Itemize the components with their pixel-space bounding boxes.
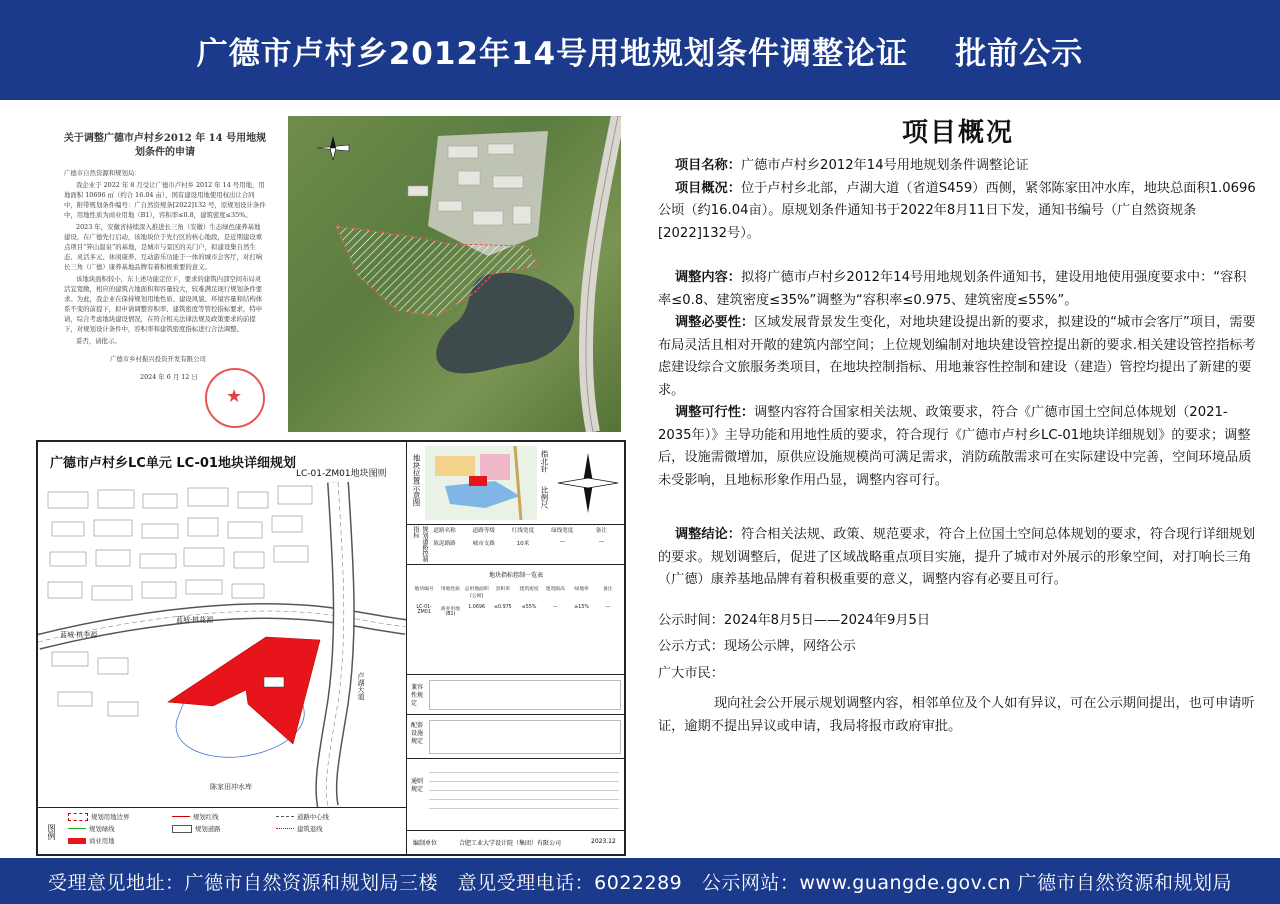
- plan-map: [38, 482, 406, 807]
- compat-label: 兼容性规定: [411, 684, 424, 707]
- compiler-label: 编制单位: [413, 840, 438, 847]
- adjust-necessity: 调整必要性：区域发展背景发生变化，对地块建设提出新的要求，拟建设的“城市会客厅”项目，需要布局灵活且相对开敞的建筑内部空间；上位规划编制对地块建设管控提出新的要求.相关建设管控指标考虑建设综合文旅服务类项目，在地块控制指标、用地兼容性控制和建设（建造）管控均提出了新建的要求。: [658, 315, 1256, 398]
- location-map-drawing: [425, 446, 537, 520]
- land-header: 用地性质: [440, 587, 460, 592]
- compat-block: [407, 674, 625, 715]
- plan-header: [38, 442, 406, 483]
- north-label: 指北针: [540, 450, 549, 473]
- location-map: [425, 446, 537, 520]
- legend-label: 图例: [47, 824, 56, 840]
- legend-item: 规划道路: [172, 824, 262, 833]
- legend-item: 规划用地边界: [68, 812, 158, 821]
- road-header: 备注: [595, 528, 607, 534]
- land-header: 容积率: [495, 587, 511, 592]
- land-header: 建筑密度: [519, 587, 539, 592]
- detailed-plan-drawing: [36, 440, 626, 856]
- notes-label: 通则规定: [411, 778, 424, 793]
- land-header: 总用地面积(公顷): [464, 587, 489, 599]
- letter-addressee: 广德市自然资源和规划局：: [64, 169, 141, 177]
- compiler-block: [407, 830, 625, 854]
- land-cell: —: [605, 605, 611, 610]
- project-summary: 项目概况：位于卢村乡北部，卢湖大道（省道S459）西侧，紧邻陈家田冲水库，地块总面积1.0696公顷（约16.04亩）。原规划条件通知书于2022年8月11日下发，通知书编号（广自然资规条[2022]132号）。: [658, 180, 1256, 241]
- land-cell: ≤55%: [521, 605, 537, 610]
- plan-legend: [38, 807, 406, 855]
- legend-item: 规划绿线: [68, 824, 158, 833]
- facility-label: 配套设施规定: [411, 722, 424, 745]
- publicity-time: 公示时间：2024年8月5日——2024年9月5日: [658, 612, 931, 628]
- road-table: [407, 524, 625, 565]
- road-header: 红线宽度: [511, 528, 535, 534]
- letter-paragraph: 妥否，请批示。: [76, 337, 121, 345]
- land-cell: ≥15%: [574, 605, 589, 610]
- map-label: 蓝城·桃李源: [60, 631, 98, 639]
- legend-item: 规划红线: [172, 812, 262, 821]
- greeting: 广大市民：: [658, 665, 724, 681]
- closing-statement: 现向社会公开展示规划调整内容，相邻单位及个人如有异议，可在公示期间提出，也可申请听证，逾期不提出异议或申请，我局将报市政府审批。: [658, 696, 1255, 734]
- legend-item: 商业用地: [68, 836, 158, 845]
- application-letter: [50, 118, 280, 418]
- notes-block: [407, 758, 625, 831]
- legend-item: 建筑退线: [276, 824, 366, 833]
- location-block: [407, 442, 625, 525]
- aerial-photo-drawing: [288, 116, 621, 432]
- location-label: 地块位置示意图: [412, 454, 421, 507]
- road-cell: 陈泥路路: [433, 541, 456, 547]
- map-label: 蓝城·桃花源: [176, 616, 214, 624]
- adjust-content: 调整内容：拟将广德市卢村乡2012年14号用地规划条件通知书，建设用地使用强度要求中：“容积率≤0.8、建筑密度≤35%”调整为“容积率≤0.975、建筑密度≤55%”。: [658, 270, 1247, 308]
- land-index-table: [407, 564, 625, 675]
- plan-title: 广德市卢村乡LC单元 LC-01地块详细规划: [50, 456, 296, 471]
- land-header: 绿地率: [574, 587, 589, 592]
- road-section-label: 规划道路控制指标: [412, 526, 428, 562]
- land-cell: ≤0.975: [493, 605, 512, 610]
- road-cell: —: [559, 539, 565, 545]
- letter-body: [64, 168, 266, 346]
- legend-item: 道路中心线: [276, 812, 366, 821]
- project-overview: [658, 112, 1258, 738]
- red-seal-stamp: [205, 368, 265, 428]
- land-header: 地块编号: [414, 587, 434, 592]
- land-header: 备注: [603, 587, 613, 592]
- letter-title: 关于调整广德市卢村乡2012 年 14 号用地规划条件的申请: [63, 133, 267, 158]
- plan-subtitle: LC-01-ZM01地块图则: [296, 469, 387, 479]
- project-name: 项目名称：广德市卢村乡2012年14号用地规划条件调整论证: [675, 158, 1029, 173]
- road-cell: 城市支路: [472, 541, 495, 547]
- header-banner: [0, 0, 1280, 100]
- overview-title: 项目概况: [901, 118, 1014, 148]
- aerial-photo: [288, 116, 621, 432]
- letter-date: 2024 年 6 月 12 日: [140, 373, 198, 381]
- land-cell: 1.0696: [468, 605, 486, 610]
- plan-map-drawing: [38, 482, 406, 807]
- footer-contact: 受理意见地址：广德市自然资源和规划局三楼 意见受理电话：6022289 公示网站：www.guangde.gov.cn 广德市自然资源和规划局: [48, 871, 1232, 894]
- publicity-method: 公示方式：现场公示牌，网络公示: [658, 639, 856, 654]
- footer-banner: [0, 858, 1280, 904]
- land-section-label: 地块指标控制一览表: [488, 572, 543, 579]
- letter-signature: 广德市乡村振兴投资开发有限公司: [110, 355, 206, 363]
- land-header: 建筑限高: [545, 587, 565, 592]
- road-header: 道路等级: [472, 528, 495, 534]
- land-cell: 商业用地(B1): [440, 607, 460, 617]
- land-cell: LC-01-ZM01: [416, 605, 432, 615]
- road-header: 道路名称: [433, 528, 456, 534]
- letter-paragraph: 我企业于 2022 年 8 月受让广德市卢村乡 2012 年 14 号用地，用地面积 10696 ㎡（约合 16.04 亩），国有建设用地使用权出让合同中，附带规划条件编号：广自然资规条[2022]132 号，原规划设计条件中，用地性质为商业用地（B1），容积率≤0.8，建筑密度≤35%。: [64, 181, 266, 219]
- map-label: 卢湖大道: [357, 672, 365, 700]
- road-cell: —: [598, 539, 605, 545]
- letter-paragraph: 2023 年，安徽省持续深入推进长三角（安徽）生态绿色康养基地建设，在广德先行启动，该地块位于先行区的核心地段，是近期建设重点项目“笄山温泉”的基地，是城市与景区的关门户，拟建设集自然生态、灵活多元、休闲康养、互动游乐功能于一体的城市会客厅，对打响长三角（广德）康养基地品牌有着积极重要的意义。: [64, 223, 263, 271]
- banner-title: 广德市卢村乡2012年14号用地规划条件调整论证 批前公示: [196, 35, 1084, 72]
- facility-block: [407, 714, 625, 759]
- adjust-conclusion: 调整结论：符合相关法规、政策、规范要求，符合上位国土空间总体规划的要求，符合现行详细规划的要求。规划调整后，促进了区域战略重点项目实施，提升了城市对外展示的形象空间，对打响长三角（广德）康养基地品牌有着积极重要的意义，调整内容有必要且可行。: [658, 527, 1256, 587]
- compile-date: 2023.12: [591, 838, 616, 845]
- scale-label: 比例尺: [540, 486, 549, 509]
- road-header: 绿线宽度: [551, 528, 574, 534]
- road-cell: 10米: [516, 541, 530, 547]
- compiler-name: 合肥工业大学设计院（集团）有限公司: [459, 840, 562, 847]
- compass-icon: [553, 448, 623, 518]
- letter-paragraph: 该地块面积较小，东上述功能定位下，要求的建筑内部空间布局灵活宜宽敞，相应的建筑占地面积和容量较大，较难满足现行规划条件要求。为此，我企业在保持规划用地性质、建设风貌、环境容量和结构体系不变的前提下，拟申请调整容积率、建筑密度等管控指标要求，特申请，综合考虑地块建设情况，在符合相关法律法规及政策要求的前提下，对规划设计条件中，容积率和建筑密度指标进行合法调整。: [64, 275, 263, 333]
- land-cell: —: [552, 605, 558, 610]
- plan-info-panel: [406, 442, 625, 854]
- adjust-feasibility: 调整可行性：调整内容符合国家相关法规、政策要求，符合《广德市国土空间总体规划（2021-2035年）》主导功能和用地性质的要求，符合现行《广德市卢村乡LC-01地块详细规划》的要求；调整后，设施需微增加，原供应设施规模尚可满足需求，消防疏散需求可在实际建设中完善，空间环境品质未受影响，且地标形象作用凸显，调整内容可行。: [658, 405, 1252, 488]
- map-label: 陈家田冲水库: [210, 783, 252, 791]
